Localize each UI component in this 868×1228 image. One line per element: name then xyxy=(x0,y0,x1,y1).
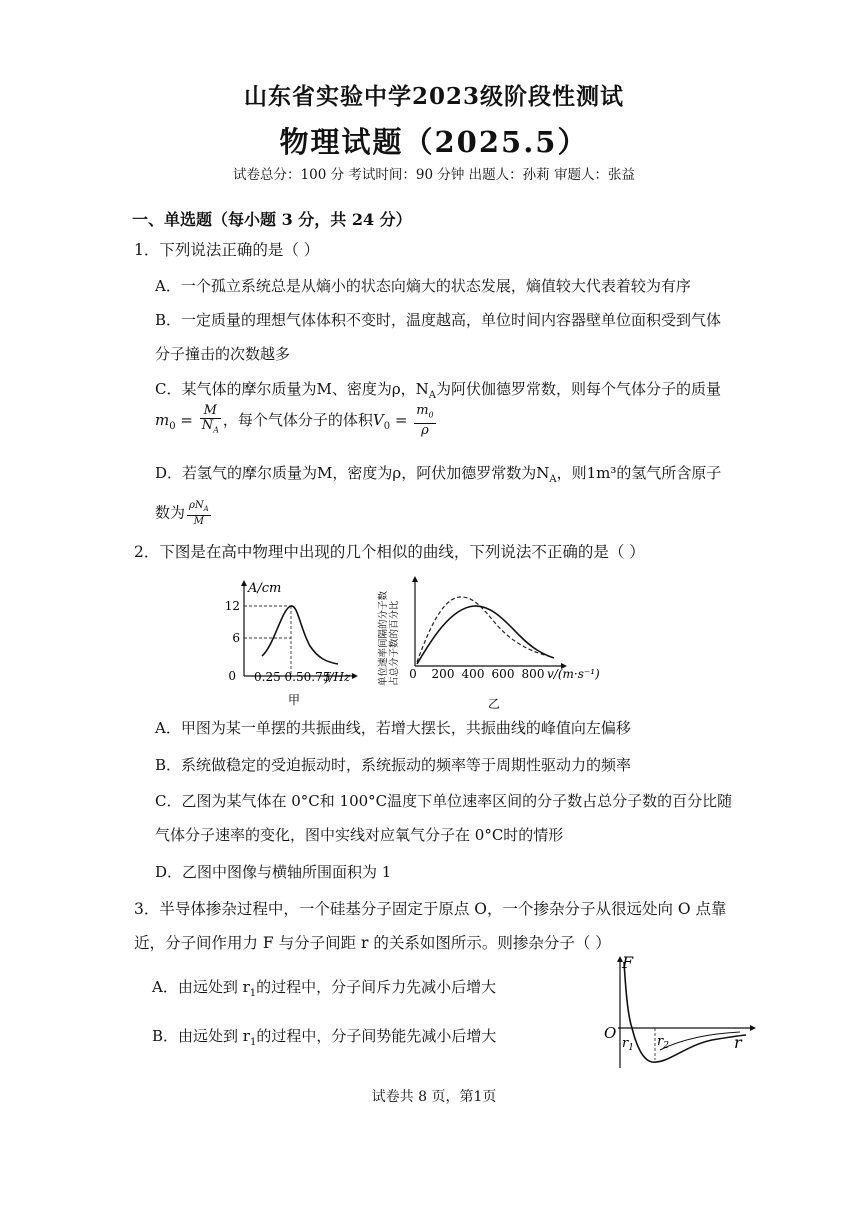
yi-xtick-800: 800 xyxy=(521,667,545,681)
page-footer: 试卷共 8 页，第1页 xyxy=(371,1089,497,1105)
q1-d-rest: ，则1m³的氢气所含原子 xyxy=(556,464,722,482)
q1-d-line2-text: 数为 xyxy=(155,503,186,522)
q3-a-text: A．由远处到 r xyxy=(152,978,250,996)
q1-c-m0: m xyxy=(155,410,170,429)
q3-b-sub: 1 xyxy=(249,1037,257,1048)
q3-stem-line1: 3．半导体掺杂过程中，一个硅基分子固定于原点 O，一个掺杂分子从很远处向 O 点靠 xyxy=(134,900,727,918)
jia-resonance-curve xyxy=(262,606,338,664)
q1-d-frac-den: M xyxy=(193,516,204,527)
jia-ylabel: A/cm xyxy=(248,581,282,596)
q3-r1-text: r xyxy=(622,1036,629,1051)
jia-ytick-12: 12 xyxy=(224,599,240,613)
figure-force-distance xyxy=(600,954,760,1074)
q1-c-eq2: = xyxy=(390,410,413,429)
q1-c-mid: ，每个气体分子的体积 xyxy=(222,410,373,429)
q1-c-fraction-1 xyxy=(200,404,221,438)
q1-c-frac1-den-text: N xyxy=(201,418,214,433)
q1-d-frac-num-text: ρN xyxy=(189,500,204,511)
yi-ylabel-line1: 单位速率间隔的分子数 xyxy=(378,590,389,686)
yi-xtick-600: 600 xyxy=(491,667,515,681)
q1-c-eq: = xyxy=(175,410,198,429)
q2-option-c-line1: C．乙图为某气体在 0°C和 100°C温度下单位速率区间的分子数占总分子数的百分比随 xyxy=(155,792,733,810)
q3-label-r: r xyxy=(734,1033,742,1052)
q3-asymptote-curve xyxy=(660,1032,740,1050)
q3-r2-text: r xyxy=(657,1034,664,1049)
q1-c-frac2-num-sub: 0 xyxy=(428,410,434,420)
yi-ylabel-line2: 占总分子数的百分比 xyxy=(389,600,400,686)
jia-origin: 0 xyxy=(228,669,236,683)
q1-c-m0-sub: 0 xyxy=(169,420,176,432)
q3-label-f: F xyxy=(622,954,634,972)
q3-label-o: O xyxy=(604,1024,617,1042)
q1-option-a: A．一个孤立系统总是从熵小的状态向熵大的状态发展，熵值较大代表着较为有序 xyxy=(155,277,691,295)
jia-ytick-6: 6 xyxy=(232,631,240,645)
yi-y-arrow xyxy=(412,576,418,582)
q1-c-frac2-den: ρ xyxy=(421,422,429,438)
q1-option-c-line1 xyxy=(155,378,721,401)
q3-force-curve xyxy=(624,962,746,1062)
q1-c-sub: A xyxy=(428,390,437,401)
q2-stem: 2．下图是在高中物理中出现的几个相似的曲线，下列说法不正确的是（ ） xyxy=(134,543,645,561)
q1-c-frac1-den xyxy=(200,419,221,438)
figure-yi xyxy=(376,574,606,712)
q1-c-fraction-2 xyxy=(414,404,435,438)
q1-option-b-line2: 分子撞击的次数越多 xyxy=(155,345,291,363)
yi-xtick-200: 200 xyxy=(431,667,455,681)
figure-jia xyxy=(222,578,362,710)
q3-a-rest: 的过程中，分子间斥力先减小后增大 xyxy=(256,978,497,996)
q3-option-a xyxy=(152,976,496,999)
q3-stem-line2: 近，分子间作用力 F 与分子间距 r 的关系如图所示。则掺杂分子（ ） xyxy=(134,934,611,952)
q1-option-b-line1: B．一定质量的理想气体体积不变时，温度越高，单位时间内容器壁单位面积受到气体 xyxy=(155,311,722,329)
jia-x-arrow xyxy=(352,673,358,679)
q1-d-text: D．若氢气的摩尔质量为M，密度为ρ，阿伏加德罗常数为N xyxy=(155,464,550,482)
q1-option-d-line2 xyxy=(155,500,213,527)
q3-option-b xyxy=(152,1025,496,1048)
q3-a-sub: 1 xyxy=(249,988,257,999)
q1-c-text: C．某气体的摩尔质量为M、密度为ρ，N xyxy=(155,380,429,398)
q3-b-text: B．由远处到 r xyxy=(152,1027,250,1045)
jia-xticks: 0.25 0.50.75 xyxy=(254,670,331,684)
q3-r1-sub: 1 xyxy=(628,1043,634,1053)
q3-r2-sub: 2 xyxy=(663,1041,669,1051)
q2-option-d: D．乙图中图像与横轴所围面积为 1 xyxy=(155,863,392,881)
yi-caption: 乙 xyxy=(487,697,501,711)
q1-d-fraction xyxy=(187,500,211,527)
q1-c-v0: V xyxy=(372,410,384,429)
jia-caption: 甲 xyxy=(287,693,301,707)
yi-origin: 0 xyxy=(409,667,417,681)
q1-d-sub: A xyxy=(549,474,557,485)
exam-meta: 试卷总分：100 分 考试时间：90 分钟 出题人：孙莉 审题人：张益 xyxy=(233,167,635,183)
yi-xlabel: v/(m·s⁻¹) xyxy=(547,667,600,681)
q2-option-a: A．甲图为某一单摆的共振曲线，若增大摆长，共振曲线的峰值向左偏移 xyxy=(155,719,631,737)
q2-option-c-line2: 气体分子速率的变化，图中实线对应氧气分子在 0°C时的情形 xyxy=(155,826,564,844)
q1-c-frac2-num xyxy=(414,404,435,424)
q1-c-frac1-num: M xyxy=(200,404,221,419)
section-title: 一、单选题（每小题 3 分，共 24 分） xyxy=(132,210,412,229)
yi-xtick-400: 400 xyxy=(461,667,485,681)
school-title: 山东省实验中学2023级阶段性测试 xyxy=(243,83,624,110)
q1-c-rest: 为阿伏伽德罗常数，则每个气体分子的质量 xyxy=(436,380,722,398)
yi-solid-curve xyxy=(417,606,554,664)
q1-stem: 1．下列说法正确的是（ ） xyxy=(134,241,320,259)
exam-title: 物理试题（2025.5） xyxy=(279,125,589,159)
q2-option-b: B．系统做稳定的受迫振动时，系统振动的频率等于周期性驱动力的频率 xyxy=(155,756,632,774)
q1-c-frac1-den-sub: A xyxy=(213,425,219,435)
q1-c-frac2-num-text: m xyxy=(416,403,429,418)
q3-b-rest: 的过程中，分子间势能先减小后增大 xyxy=(256,1027,497,1045)
q1-option-c-line2 xyxy=(155,404,438,438)
q1-option-d-line1 xyxy=(155,462,721,485)
q1-d-frac-num-sub: A xyxy=(203,505,209,513)
q3-label-r1 xyxy=(622,1036,634,1053)
q3-label-r2 xyxy=(657,1034,669,1051)
q1-d-frac-num xyxy=(187,500,211,516)
q1-c-v0-sub: 0 xyxy=(383,420,391,432)
q3-r-arrow xyxy=(750,1025,756,1031)
jia-y-arrow xyxy=(241,580,247,586)
jia-xlabel: f/Hz xyxy=(325,670,351,684)
